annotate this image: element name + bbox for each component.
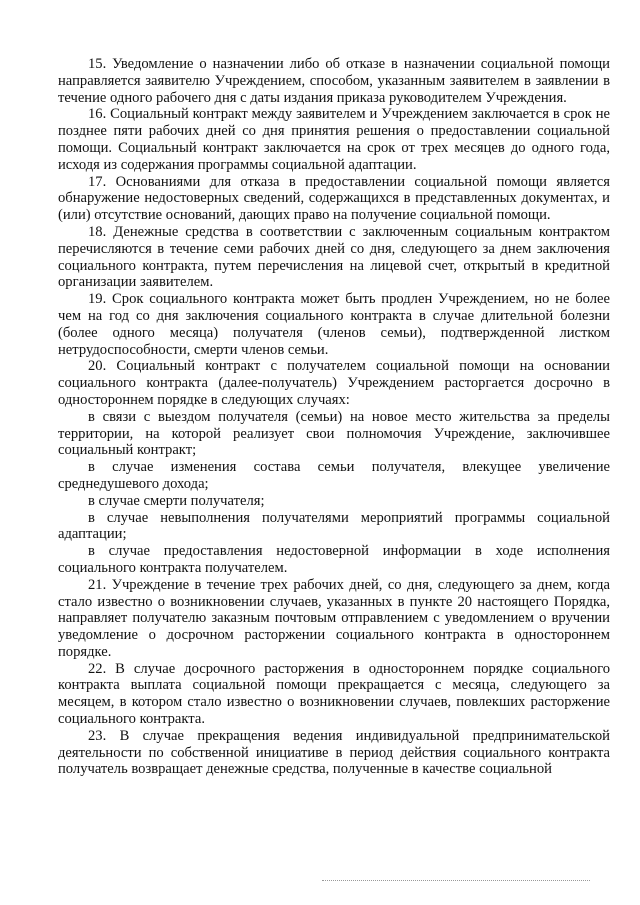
list-item-false-info: в случае предоставления недостоверной информации в ходе исполнения социального контракта получателем. [58,543,610,576]
list-item-relocation: в связи с выездом получателя (семьи) на новое место жительства за пределы территории, на которой реализует свои полномочия Учреждение, заключившее социальный контракт; [58,408,610,459]
list-item-non-fulfillment: в случае невыполнения получателями мероприятий программы социальной адаптации; [58,509,610,543]
paragraph-22: 22. В случае досрочного расторжения в одностороннем порядке социального контракта выплата социальной помощи прекращается с месяца, следующего за месяцем, в котором стало известно о возникновении случаев, повлекших расторжение социального контракта. [58,660,610,728]
paragraph-19: 19. Срок социального контракта может быть продлен Учреждением, но не более чем на год со дня заключения социального контракта в случае длительной болезни (более одного месяца) получателя (членов семьи), подтвержденной листком нетрудоспособности, смерти членов семьи. [58,291,610,358]
scan-artifact-line [322,880,590,882]
paragraph-21: 21. Учреждение в течение трех рабочих дней, со дня, следующего за днем, когда стало известно о возникновении случаев, указанных в пункте 20 настоящего Порядка, направляет получателю заказным почтовым отправлением с уведомлением о вручении уведомление о досрочном расторжении социального контракта в одностороннем порядке. [58,576,610,660]
list-item-death: в случае смерти получателя; [88,492,265,509]
paragraph-15: 15. Уведомление о назначении либо об отказе в назначении социальной помощи направляется заявителю Учреждением, способом, указанным заявителем в заявлении в течение одного рабочего дня с даты издания приказа руководителем Учреждения. [58,56,610,106]
paragraph-17: 17. Основаниями для отказа в предоставлении социальной помощи является обнаружение недостоверных сведений, содержащихся в представленных документах, и (или) отсутствие оснований, дающих право на получение социальной помощи. [58,173,610,224]
document-body [58,56,610,778]
paragraph-18: 18. Денежные средства в соответствии с заключенным социальным контрактом перечисляются в течение семи рабочих дней со дня, следующего за днем заключения социального контракта, путем перечисления на лицевой счет, открытый в кредитной организации заявителем. [58,223,610,291]
paragraph-23: 23. В случае прекращения ведения индивидуальной предпринимательской деятельности по собственной инициативе в период действия социального контракта получатель возвращает денежные средства, полученные в качестве социальной [58,727,610,778]
paragraph-16: 16. Социальный контракт между заявителем и Учреждением заключается в срок не позднее пяти рабочих дней со дня принятия решения о предоставлении социальной помощи. Социальный контракт заключается на срок от трех месяцев до одного года, исходя из содержания программы социальной адаптации. [58,106,610,173]
paragraph-20: 20. Социальный контракт с получателем социальной помощи на основании социального контракта (далее-получатель) Учреждением расторгается досрочно в одностороннем порядке в следующих случаях: [58,358,610,408]
list-item-family-change: в случае изменения состава семьи получателя, влекущее увеличение среднедушевого дохода; [58,459,610,492]
